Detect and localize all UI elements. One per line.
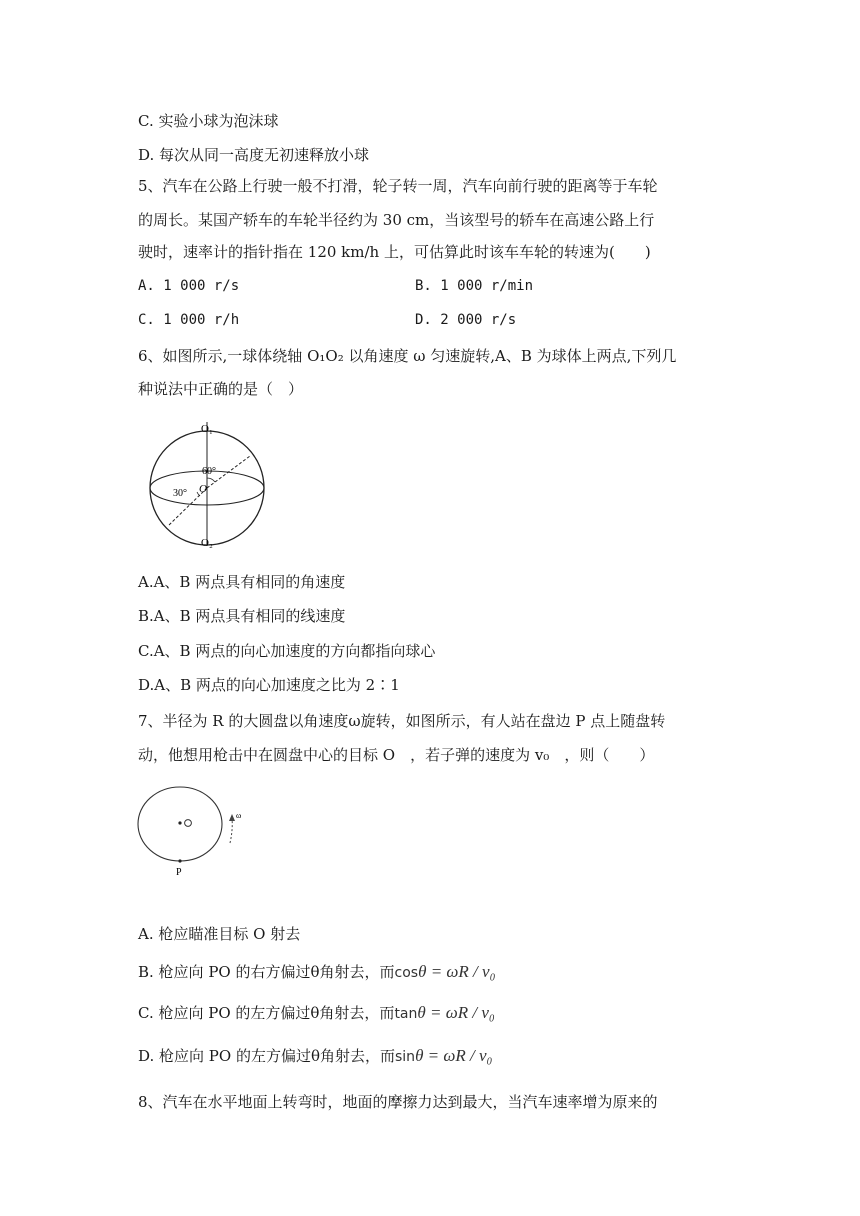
q4-option-c: C. 实验小球为泡沫球 — [138, 112, 279, 130]
q6-option-d: D.A、B 两点的向心加速度之比为 2∶1 — [138, 676, 400, 694]
q5-stem-line-1: 5、汽车在公路上行驶一般不打滑，轮子转一周，汽车向前行驶的距离等于车轮 — [138, 177, 658, 195]
q7-stem-line-2: 动，他想用枪击中在圆盘中心的目标 O ，若子弹的速度为 v₀ ，则（ ） — [138, 746, 655, 764]
q6-option-c: C.A、B 两点的向心加速度的方向都指向球心 — [138, 642, 436, 660]
q8-stem-line-1: 8、汽车在水平地面上转弯时，地面的摩擦力达到最大，当汽车速率增为原来的 — [138, 1093, 658, 1111]
label-p: P — [176, 867, 182, 878]
q7-option-b — [138, 962, 495, 983]
q5-option-a: A. 1 000 r/s — [138, 278, 240, 294]
rotating-disc-figure — [133, 778, 248, 878]
label-omega: ω — [236, 811, 242, 820]
q7-option-a: A. 枪应瞄准目标 O 射去 — [138, 925, 301, 943]
rotation-arrow — [230, 818, 232, 843]
target-dot — [178, 821, 181, 824]
target-center — [185, 820, 192, 827]
q7-option-b-formula: cosθ = ωR / v₀ — [394, 962, 496, 981]
angle-60-arc — [207, 478, 215, 482]
q6-stem-line-1: 6、如图所示,一球体绕轴 O₁O₂ 以角速度 ω 匀速旋转,A、B 为球体上两点,下列几 — [138, 347, 677, 365]
label-o: O — [199, 483, 207, 495]
label-angle-60: 60° — [202, 466, 216, 477]
label-o1: O₁ — [201, 423, 213, 435]
q5-stem-line-3: 驶时，速率计的指针指在 120 km/h 上，可估算此时该车车轮的转速为( ) — [138, 243, 651, 261]
q5-option-d: D. 2 000 r/s — [415, 312, 517, 328]
q4-option-d: D. 每次从同一高度无初速释放小球 — [138, 146, 370, 164]
q7-stem-line-1: 7、半径为 R 的大圆盘以角速度ω旋转，如图所示，有人站在盘边 P 点上随盘转 — [138, 712, 666, 730]
q7-option-d-text: D. 枪应向 PO 的左方偏过θ角射去，而 — [138, 1047, 395, 1065]
q7-option-c-formula: tanθ = ωR / v₀ — [394, 1003, 495, 1022]
rotation-arrowhead — [229, 814, 235, 821]
q6-stem-line-2: 种说法中正确的是（ ） — [138, 380, 304, 398]
q7-option-c — [138, 1003, 495, 1024]
rotating-sphere-figure — [140, 418, 270, 553]
label-angle-30: 30° — [173, 488, 187, 499]
q7-option-d-formula: sinθ = ωR / v₀ — [395, 1046, 493, 1065]
q6-option-a: A.A、B 两点具有相同的角速度 — [138, 573, 346, 591]
point-p-dot — [178, 859, 181, 862]
q6-option-b: B.A、B 两点具有相同的线速度 — [138, 607, 346, 625]
label-o2: O₂ — [201, 537, 213, 549]
q7-option-b-text: B. 枪应向 PO 的右方偏过θ角射去，而 — [138, 963, 395, 981]
q5-stem-line-2: 的周长。某国产轿车的车轮半径约为 30 cm，当该型号的轿车在高速公路上行 — [138, 211, 655, 229]
q5-option-b: B. 1 000 r/min — [415, 278, 534, 294]
q7-option-d — [138, 1046, 492, 1067]
q7-option-c-text: C. 枪应向 PO 的左方偏过θ角射去，而 — [138, 1004, 395, 1022]
q5-option-c: C. 1 000 r/h — [138, 312, 240, 328]
